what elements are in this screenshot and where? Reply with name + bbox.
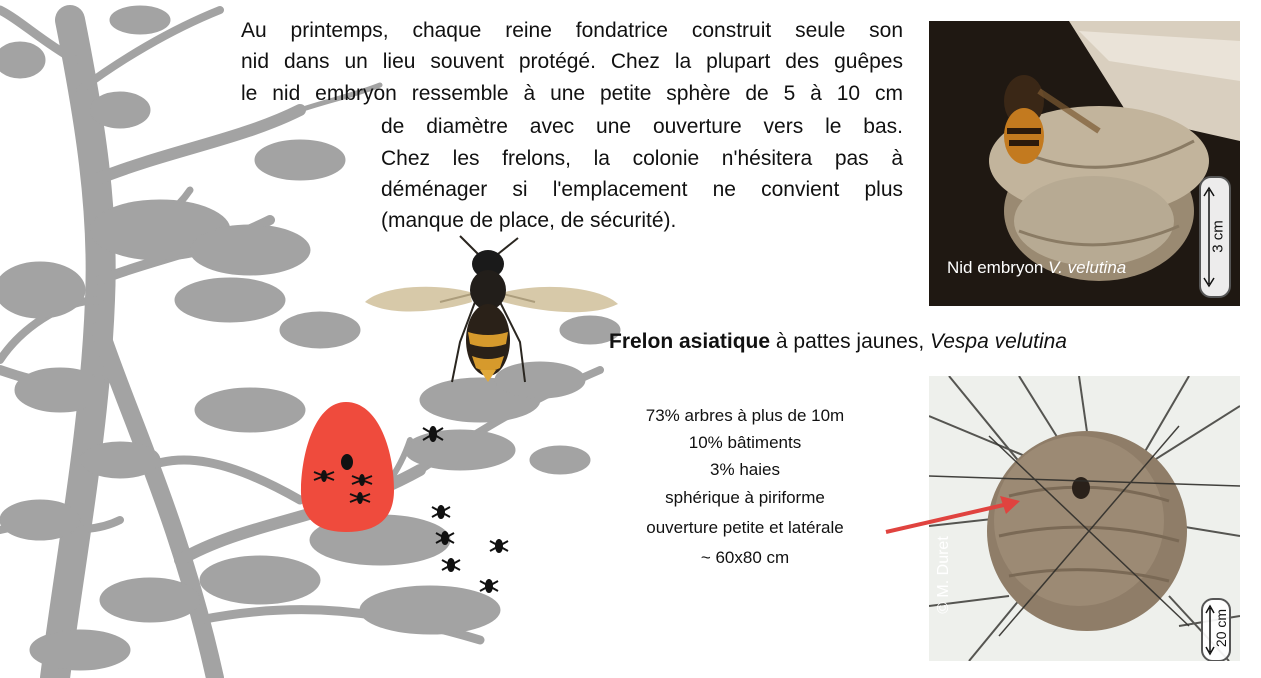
fact-trees: 73% arbres à plus de 10m [645, 406, 845, 425]
scale-bar-20cm [1201, 598, 1231, 661]
embryo-nest-caption [947, 258, 1126, 278]
caption-species: V. velutina [1048, 258, 1127, 277]
photo-credit: © M. Duret [935, 536, 952, 614]
scale-label-20cm: 20 cm [1213, 608, 1229, 648]
fact-buildings: 10% bâtiments [688, 433, 802, 452]
flying-hornets-icon [415, 420, 515, 600]
caption-prefix: Nid embryon [947, 258, 1049, 277]
intro-line-2: nid dans un lieu souvent protégé. Chez la plupart des guêpes [241, 50, 903, 73]
species-latin-name: Vespa velutina [930, 330, 1067, 353]
species-descriptor: à pattes jaunes, [770, 330, 930, 353]
fact-size: ~ 60x80 cm [700, 548, 790, 567]
arrow-to-opening-icon [880, 490, 1030, 540]
species-title [609, 330, 1067, 354]
hornet-icon [360, 232, 625, 392]
intro-line-7: (manque de place, de sécurité). [381, 209, 677, 232]
intro-line-1: Au printemps, chaque reine fondatrice construit seule son [241, 19, 903, 42]
intro-line-5: Chez les frelons, la colonie n'hésitera pas à [381, 147, 903, 170]
nest-facts [600, 402, 890, 573]
intro-line-3: le nid embryon ressemble à une petite sphère de 5 à 10 cm [241, 82, 903, 105]
species-common-name: Frelon asiatique [609, 330, 771, 353]
embryo-nest-photo [929, 21, 1240, 306]
intro-line-4: de diamètre avec une ouverture vers le bas. [381, 115, 903, 138]
scale-bar-3cm [1199, 176, 1231, 298]
fact-shape: sphérique à piriforme [665, 488, 825, 507]
fact-hedges: 3% haies [710, 460, 780, 479]
scale-label-3cm: 3 cm [1209, 220, 1227, 253]
fact-opening: ouverture petite et latérale [646, 518, 844, 537]
nest-illustration [298, 400, 398, 535]
intro-line-6: déménager si l'emplacement ne convient plus [381, 178, 903, 201]
